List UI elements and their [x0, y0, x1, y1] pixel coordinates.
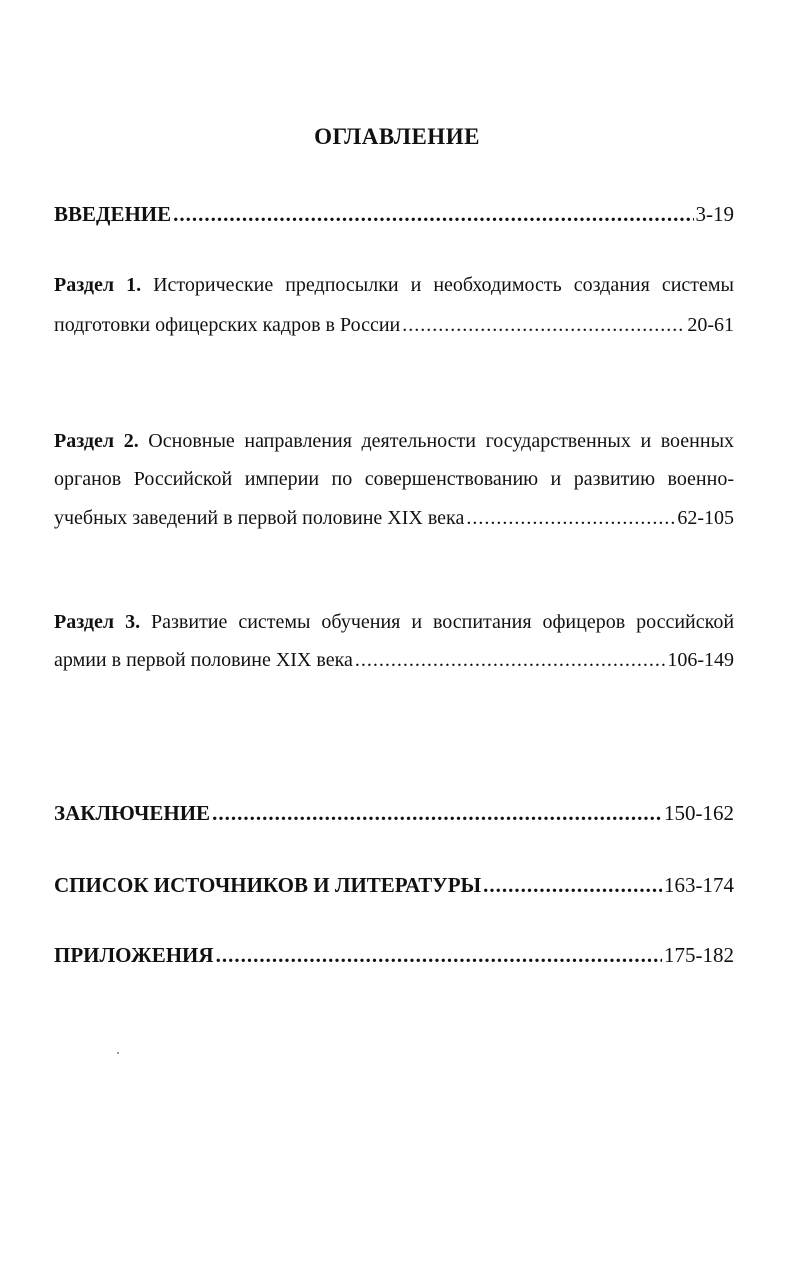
dot-leader: [173, 202, 693, 226]
section-1-pages: 20-61: [687, 314, 734, 336]
section-2-title-line-2: органов Российской империи по совершенствованию и развитию военно-: [54, 468, 734, 490]
toc-label-appendices: ПРИЛОЖЕНИЯ: [54, 943, 214, 967]
section-1-number: 1.: [126, 274, 142, 296]
dot-leader: [402, 313, 685, 337]
toc-entry-appendices[interactable]: [54, 943, 734, 967]
section-1-title-line-1: Исторические предпосылки и необходимость создания системы: [153, 274, 734, 296]
dot-leader: [216, 943, 662, 967]
toc-section-1-line-1[interactable]: [54, 273, 734, 297]
section-3-prefix: Раздел: [54, 611, 115, 633]
toc-entry-introduction[interactable]: [54, 202, 734, 226]
toc-pages-introduction: 3-19: [695, 202, 734, 226]
section-2-prefix: Раздел: [54, 430, 115, 452]
toc-section-2-line-2[interactable]: [54, 467, 734, 491]
toc-pages-conclusion: 150-162: [664, 801, 734, 825]
toc-entry-sources[interactable]: [54, 873, 734, 897]
dot-leader: [212, 801, 662, 825]
dot-leader: [466, 506, 675, 530]
toc-label-conclusion: ЗАКЛЮЧЕНИЕ: [54, 801, 211, 825]
page-title: ОГЛАВЛЕНИЕ: [314, 124, 480, 149]
scan-speck: [117, 1052, 119, 1054]
section-2-pages: 62-105: [677, 507, 734, 529]
section-2-number: 2.: [123, 430, 139, 452]
toc-entry-conclusion[interactable]: [54, 801, 734, 825]
toc-section-2-line-1[interactable]: [54, 429, 734, 453]
toc-pages-sources: 163-174: [664, 873, 734, 897]
section-3-title-line-1: Развитие системы обучения и воспитания офицеров российской: [151, 611, 735, 633]
section-2-title-last-line: учебных заведений в первой половине XIX века: [54, 507, 465, 529]
dot-leader: [483, 873, 662, 897]
toc-section-3-line-1[interactable]: [54, 610, 734, 634]
section-1-prefix: Раздел: [54, 274, 115, 296]
section-3-title-last-line: армии в первой половине XIX века: [54, 649, 353, 671]
section-2-title-line-1: Основные направления деятельности государственных и военных: [148, 430, 735, 452]
toc-pages-appendices: 175-182: [664, 943, 734, 967]
toc-label-introduction: ВВЕДЕНИЕ: [54, 202, 172, 226]
section-3-number: 3.: [125, 611, 141, 633]
toc-section-1-line-2[interactable]: [54, 313, 734, 337]
toc-label-sources: СПИСОК ИСТОЧНИКОВ И ЛИТЕРАТУРЫ: [54, 873, 482, 897]
toc-section-3-line-2[interactable]: [54, 648, 734, 672]
section-3-pages: 106-149: [667, 649, 734, 671]
toc-section-2-line-3[interactable]: [54, 506, 734, 530]
dot-leader: [355, 648, 665, 672]
section-1-title-last-line: подготовки офицерских кадров в России: [54, 314, 401, 336]
